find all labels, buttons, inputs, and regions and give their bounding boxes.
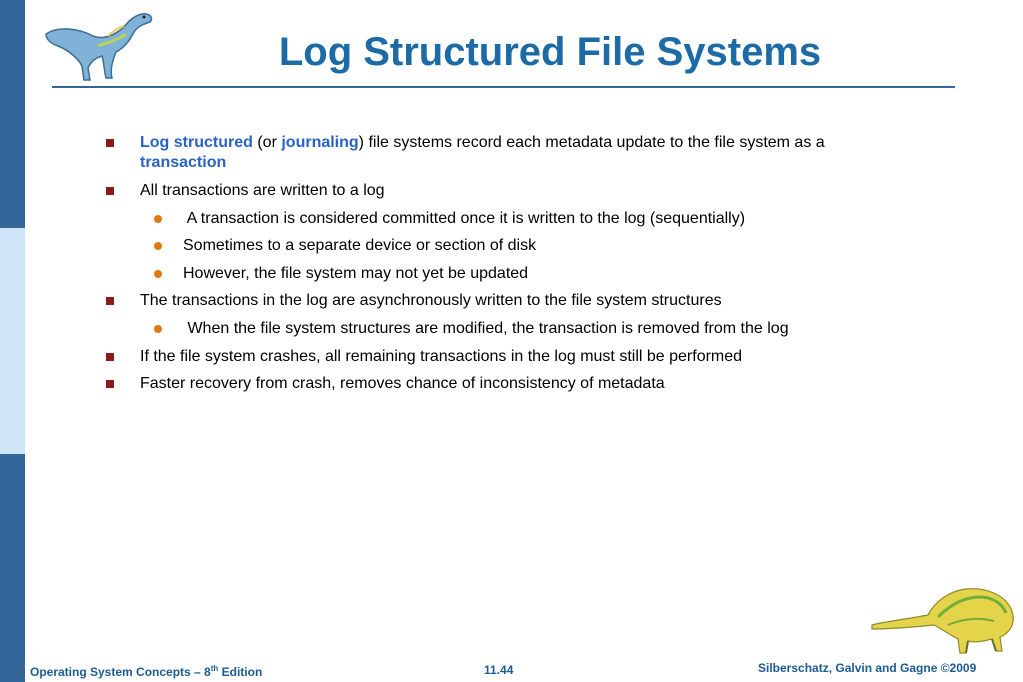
dinosaur-logo-top (38, 6, 158, 84)
bullet-square-icon (106, 139, 114, 147)
keyword-transaction: transaction (140, 154, 227, 171)
keyword-log-structured: Log structured (140, 134, 253, 151)
footer-book-title (30, 664, 262, 679)
bullet-crash-performed: If the file system crashes, all remaining transactions in the log must still be performed (140, 348, 743, 365)
sidebar-segment-top (0, 0, 25, 228)
slide-title: Log Structured File Systems (278, 30, 822, 74)
slide-number: 11.44 (484, 663, 514, 677)
title-divider (52, 86, 955, 88)
sub-bullet-committed: A transaction is considered committed once it is written to the log (sequentially) (183, 210, 746, 227)
bullet-square-icon (106, 187, 114, 195)
sidebar-segment-middle (0, 228, 25, 454)
bullet-async-written: The transactions in the log are asynchronously written to the file system structures (140, 292, 722, 309)
sidebar-segment-bottom (0, 454, 25, 682)
bullet-text: ) file systems record each metadata update to the file system as a (358, 134, 825, 151)
bullet-dot-icon (154, 325, 162, 333)
bullet-dot-icon (154, 215, 162, 223)
bullet-faster-recovery: Faster recovery from crash, removes chance of inconsistency of metadata (140, 375, 665, 392)
footer-title-edition: Edition (218, 665, 263, 679)
left-sidebar-bar (0, 0, 25, 682)
sub-bullet-removed-from-log: When the file system structures are modified, the transaction is removed from the log (183, 320, 789, 337)
footer-title-text: Operating System Concepts – 8 (30, 665, 211, 679)
bullet-transactions-log: All transactions are written to a log (140, 182, 385, 199)
bullet-square-icon (106, 297, 114, 305)
footer-title-superscript: th (210, 664, 219, 673)
sub-bullet-separate-device: Sometimes to a separate device or section of disk (183, 237, 537, 254)
sub-bullet-not-updated: However, the file system may not yet be updated (183, 265, 529, 282)
bullet-log-structured (140, 133, 900, 173)
bullet-text: (or (252, 134, 282, 151)
keyword-journaling: journaling (281, 134, 359, 151)
bullet-dot-icon (154, 242, 162, 250)
bullet-dot-icon (154, 270, 162, 278)
dinosaur-logo-bottom (868, 585, 1018, 657)
bullet-square-icon (106, 380, 114, 388)
bullet-square-icon (106, 353, 114, 361)
footer-copyright: Silberschatz, Galvin and Gagne ©2009 (758, 661, 977, 675)
